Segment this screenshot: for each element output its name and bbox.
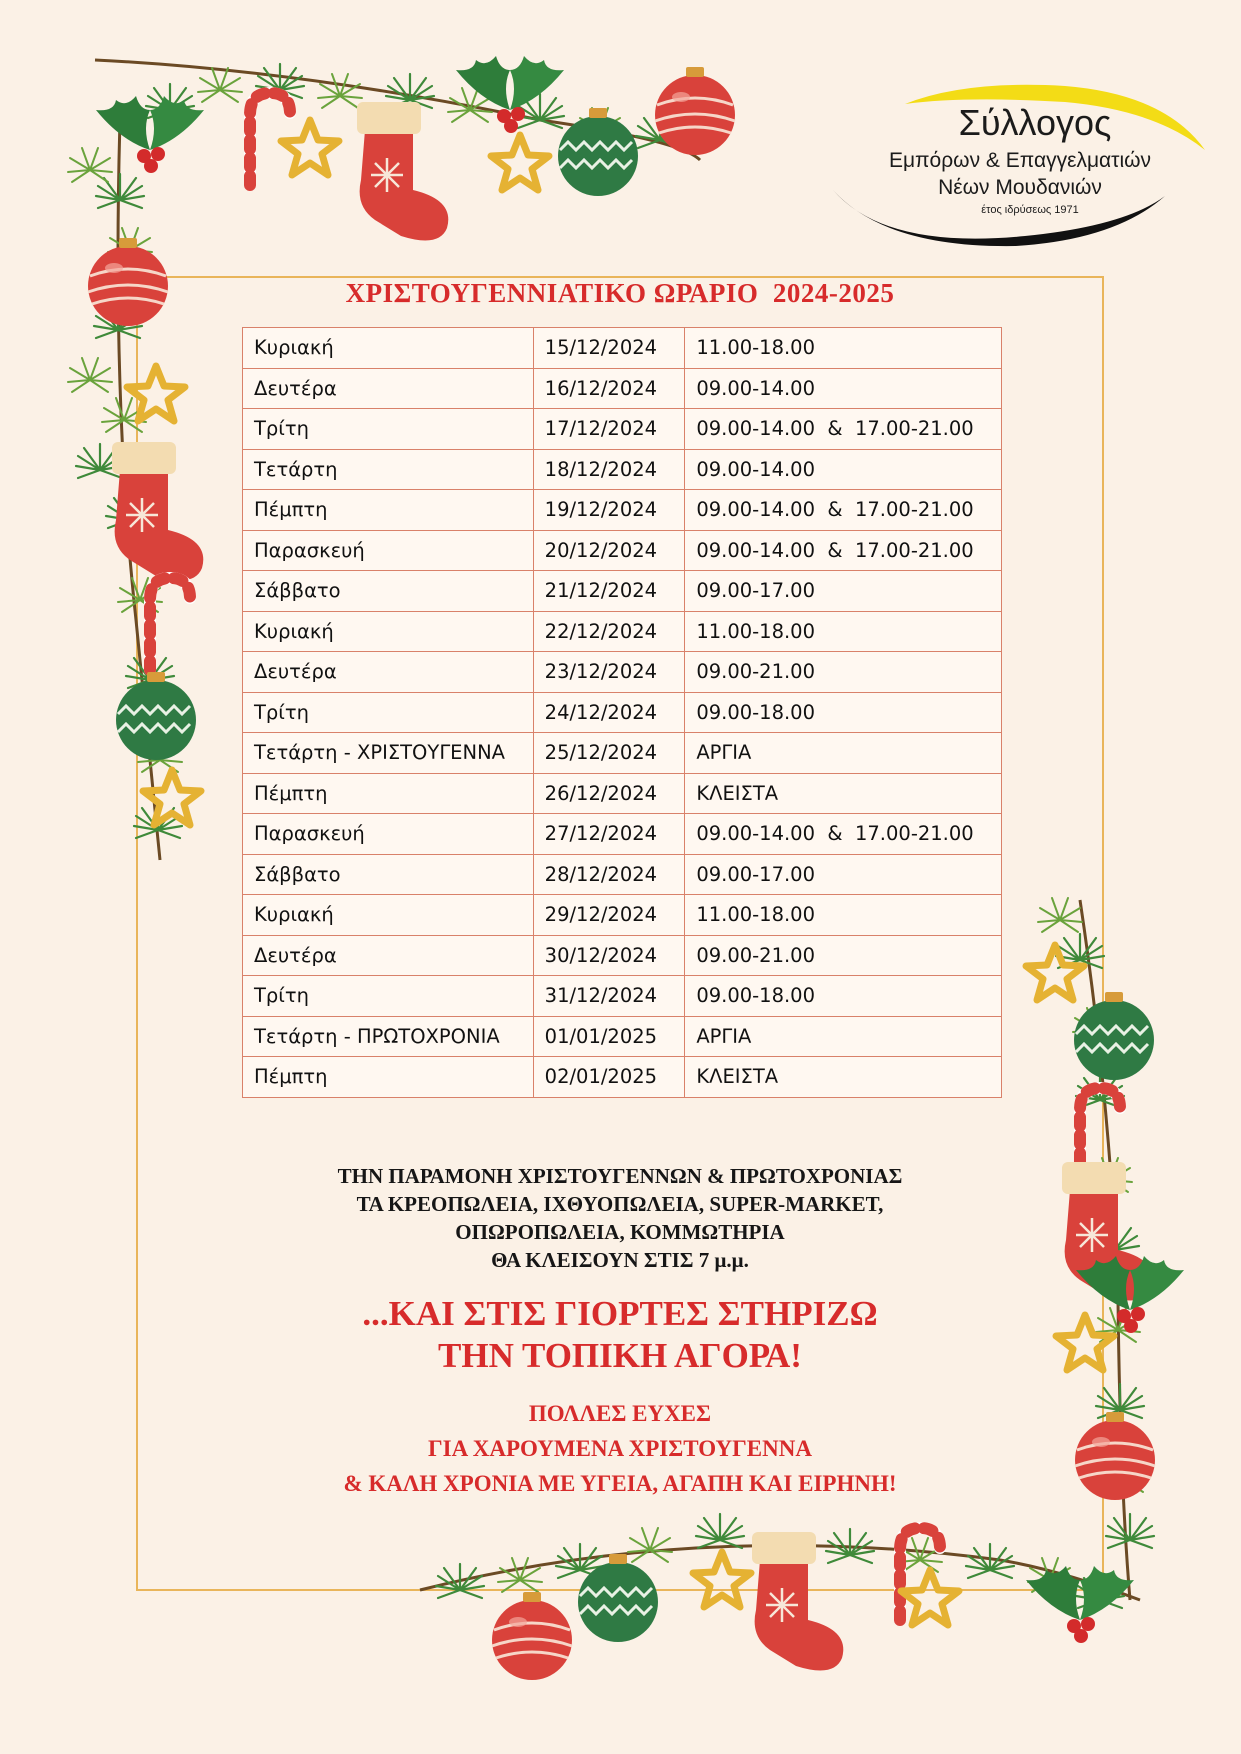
schedule-day-cell: Δευτέρα: [243, 935, 534, 976]
notice-line: ΤΑ ΚΡΕΟΠΩΛΕΙΑ, ΙΧΘΥΟΠΩΛΕΙΑ, SUPER-MARKET,: [356, 1192, 884, 1216]
notice-line: ΘΑ ΚΛΕΙΣΟΥΝ ΣΤΙΣ 7 μ.μ.: [491, 1248, 749, 1272]
schedule-date-cell: 29/12/2024: [533, 895, 685, 936]
table-row: [243, 935, 1002, 976]
schedule-date-cell: 26/12/2024: [533, 773, 685, 814]
logo-subtitle-line2: Νέων Μουδανιών: [938, 176, 1102, 199]
table-row: [243, 368, 1002, 409]
table-row: [243, 1016, 1002, 1057]
schedule-date-cell: 31/12/2024: [533, 976, 685, 1017]
schedule-day-cell: Δευτέρα: [243, 652, 534, 693]
logo-subtitle-line1: Εμπόρων & Επαγγελματιών: [888, 149, 1152, 172]
schedule-hours-cell: 09.00-18.00: [685, 976, 1002, 1017]
schedule-hours-cell: 09.00-21.00: [685, 652, 1002, 693]
schedule-table: [242, 327, 1002, 1098]
schedule-hours-cell: ΑΡΓΙΑ: [685, 733, 1002, 774]
table-row: [243, 733, 1002, 774]
schedule-date-cell: 22/12/2024: [533, 611, 685, 652]
schedule-date-cell: 16/12/2024: [533, 368, 685, 409]
support-local-slogan: [240, 1293, 1000, 1377]
schedule-date-cell: 28/12/2024: [533, 854, 685, 895]
schedule-day-cell: Κυριακή: [243, 611, 534, 652]
schedule-date-cell: 01/01/2025: [533, 1016, 685, 1057]
schedule-date-cell: 18/12/2024: [533, 449, 685, 490]
schedule-date-cell: 02/01/2025: [533, 1057, 685, 1098]
slogan-line: ...ΚΑΙ ΣΤΙΣ ΓΙΟΡΤΕΣ ΣΤΗΡΙΖΩ: [362, 1294, 878, 1333]
schedule-hours-cell: 09.00-17.00: [685, 571, 1002, 612]
schedule-date-cell: 23/12/2024: [533, 652, 685, 693]
schedule-hours-cell: 09.00-14.00: [685, 449, 1002, 490]
schedule-hours-cell: 09.00-14.00 & 17.00-21.00: [685, 490, 1002, 531]
schedule-hours-cell: 09.00-21.00: [685, 935, 1002, 976]
table-row: [243, 976, 1002, 1017]
schedule-date-cell: 25/12/2024: [533, 733, 685, 774]
schedule-day-cell: Τρίτη: [243, 409, 534, 450]
schedule-day-cell: Παρασκευή: [243, 530, 534, 571]
logo-title: Σύλλογος: [958, 102, 1112, 143]
association-logo: [825, 80, 1225, 250]
schedule-day-cell: Δευτέρα: [243, 368, 534, 409]
schedule-date-cell: 17/12/2024: [533, 409, 685, 450]
schedule-day-cell: Τρίτη: [243, 976, 534, 1017]
schedule-hours-cell: 11.00-18.00: [685, 611, 1002, 652]
schedule-day-cell: Παρασκευή: [243, 814, 534, 855]
notice-line: ΤΗΝ ΠΑΡΑΜΟΝΗ ΧΡΙΣΤΟΥΓΕΝΝΩΝ & ΠΡΩΤΟΧΡΟΝΙΑΣ: [337, 1164, 903, 1188]
wishes-line: ΓΙΑ ΧΑΡΟΥΜΕΝΑ ΧΡΙΣΤΟΥΓΕΝΝΑ: [428, 1436, 812, 1461]
schedule-hours-cell: ΑΡΓΙΑ: [685, 1016, 1002, 1057]
schedule-hours-cell: 09.00-14.00 & 17.00-21.00: [685, 530, 1002, 571]
schedule-date-cell: 24/12/2024: [533, 692, 685, 733]
table-row: [243, 449, 1002, 490]
schedule-hours-cell: ΚΛΕΙΣΤΑ: [685, 773, 1002, 814]
table-row: [243, 652, 1002, 693]
table-row: [243, 328, 1002, 369]
schedule-date-cell: 19/12/2024: [533, 490, 685, 531]
schedule-day-cell: Τετάρτη: [243, 449, 534, 490]
holiday-wishes: [240, 1396, 1000, 1501]
schedule-table-body: [243, 328, 1002, 1098]
table-row: [243, 854, 1002, 895]
table-row: [243, 571, 1002, 612]
schedule-day-cell: Πέμπτη: [243, 1057, 534, 1098]
schedule-hours-cell: 09.00-14.00 & 17.00-21.00: [685, 409, 1002, 450]
schedule-day-cell: Τετάρτη - ΠΡΩΤΟΧΡΟΝΙΑ: [243, 1016, 534, 1057]
wishes-line: ΠΟΛΛΕΣ ΕΥΧΕΣ: [528, 1401, 712, 1426]
page-title: ΧΡΙΣΤΟΥΓΕΝΝΙΑΤΙΚΟ ΩΡΑΡΙΟ 2024-2025: [345, 278, 895, 308]
schedule-date-cell: 30/12/2024: [533, 935, 685, 976]
schedule-date-cell: 15/12/2024: [533, 328, 685, 369]
table-row: [243, 530, 1002, 571]
table-row: [243, 409, 1002, 450]
schedule-hours-cell: 11.00-18.00: [685, 895, 1002, 936]
schedule-date-cell: 21/12/2024: [533, 571, 685, 612]
schedule-day-cell: Τετάρτη - ΧΡΙΣΤΟΥΓΕΝΝΑ: [243, 733, 534, 774]
schedule-day-cell: Πέμπτη: [243, 773, 534, 814]
table-row: [243, 692, 1002, 733]
schedule-day-cell: Κυριακή: [243, 895, 534, 936]
schedule-hours-cell: 09.00-17.00: [685, 854, 1002, 895]
schedule-day-cell: Σάββατο: [243, 571, 534, 612]
slogan-line: ΤΗΝ ΤΟΠΙΚΗ ΑΓΟΡΑ!: [438, 1336, 802, 1375]
schedule-day-cell: Σάββατο: [243, 854, 534, 895]
schedule-day-cell: Τρίτη: [243, 692, 534, 733]
schedule-day-cell: Πέμπτη: [243, 490, 534, 531]
schedule-hours-cell: ΚΛΕΙΣΤΑ: [685, 1057, 1002, 1098]
schedule-hours-cell: 09.00-14.00 & 17.00-21.00: [685, 814, 1002, 855]
notice-line: ΟΠΩΡΟΠΩΛΕΙΑ, ΚΟΜΜΩΤΗΡΙΑ: [455, 1220, 785, 1244]
table-row: [243, 773, 1002, 814]
schedule-date-cell: 20/12/2024: [533, 530, 685, 571]
schedule-hours-cell: 09.00-18.00: [685, 692, 1002, 733]
schedule-hours-cell: 09.00-14.00: [685, 368, 1002, 409]
table-row: [243, 490, 1002, 531]
table-row: [243, 814, 1002, 855]
logo-founded-year: έτος ιδρύσεως 1971: [981, 204, 1079, 216]
table-row: [243, 1057, 1002, 1098]
wishes-line: & ΚΑΛΗ ΧΡΟΝΙΑ ΜΕ ΥΓΕΙΑ, ΑΓΑΠΗ ΚΑΙ ΕΙΡΗΝΗ!: [343, 1471, 897, 1496]
table-row: [243, 895, 1002, 936]
schedule-day-cell: Κυριακή: [243, 328, 534, 369]
schedule-hours-cell: 11.00-18.00: [685, 328, 1002, 369]
table-row: [243, 611, 1002, 652]
closing-notice: [240, 1162, 1000, 1274]
schedule-date-cell: 27/12/2024: [533, 814, 685, 855]
